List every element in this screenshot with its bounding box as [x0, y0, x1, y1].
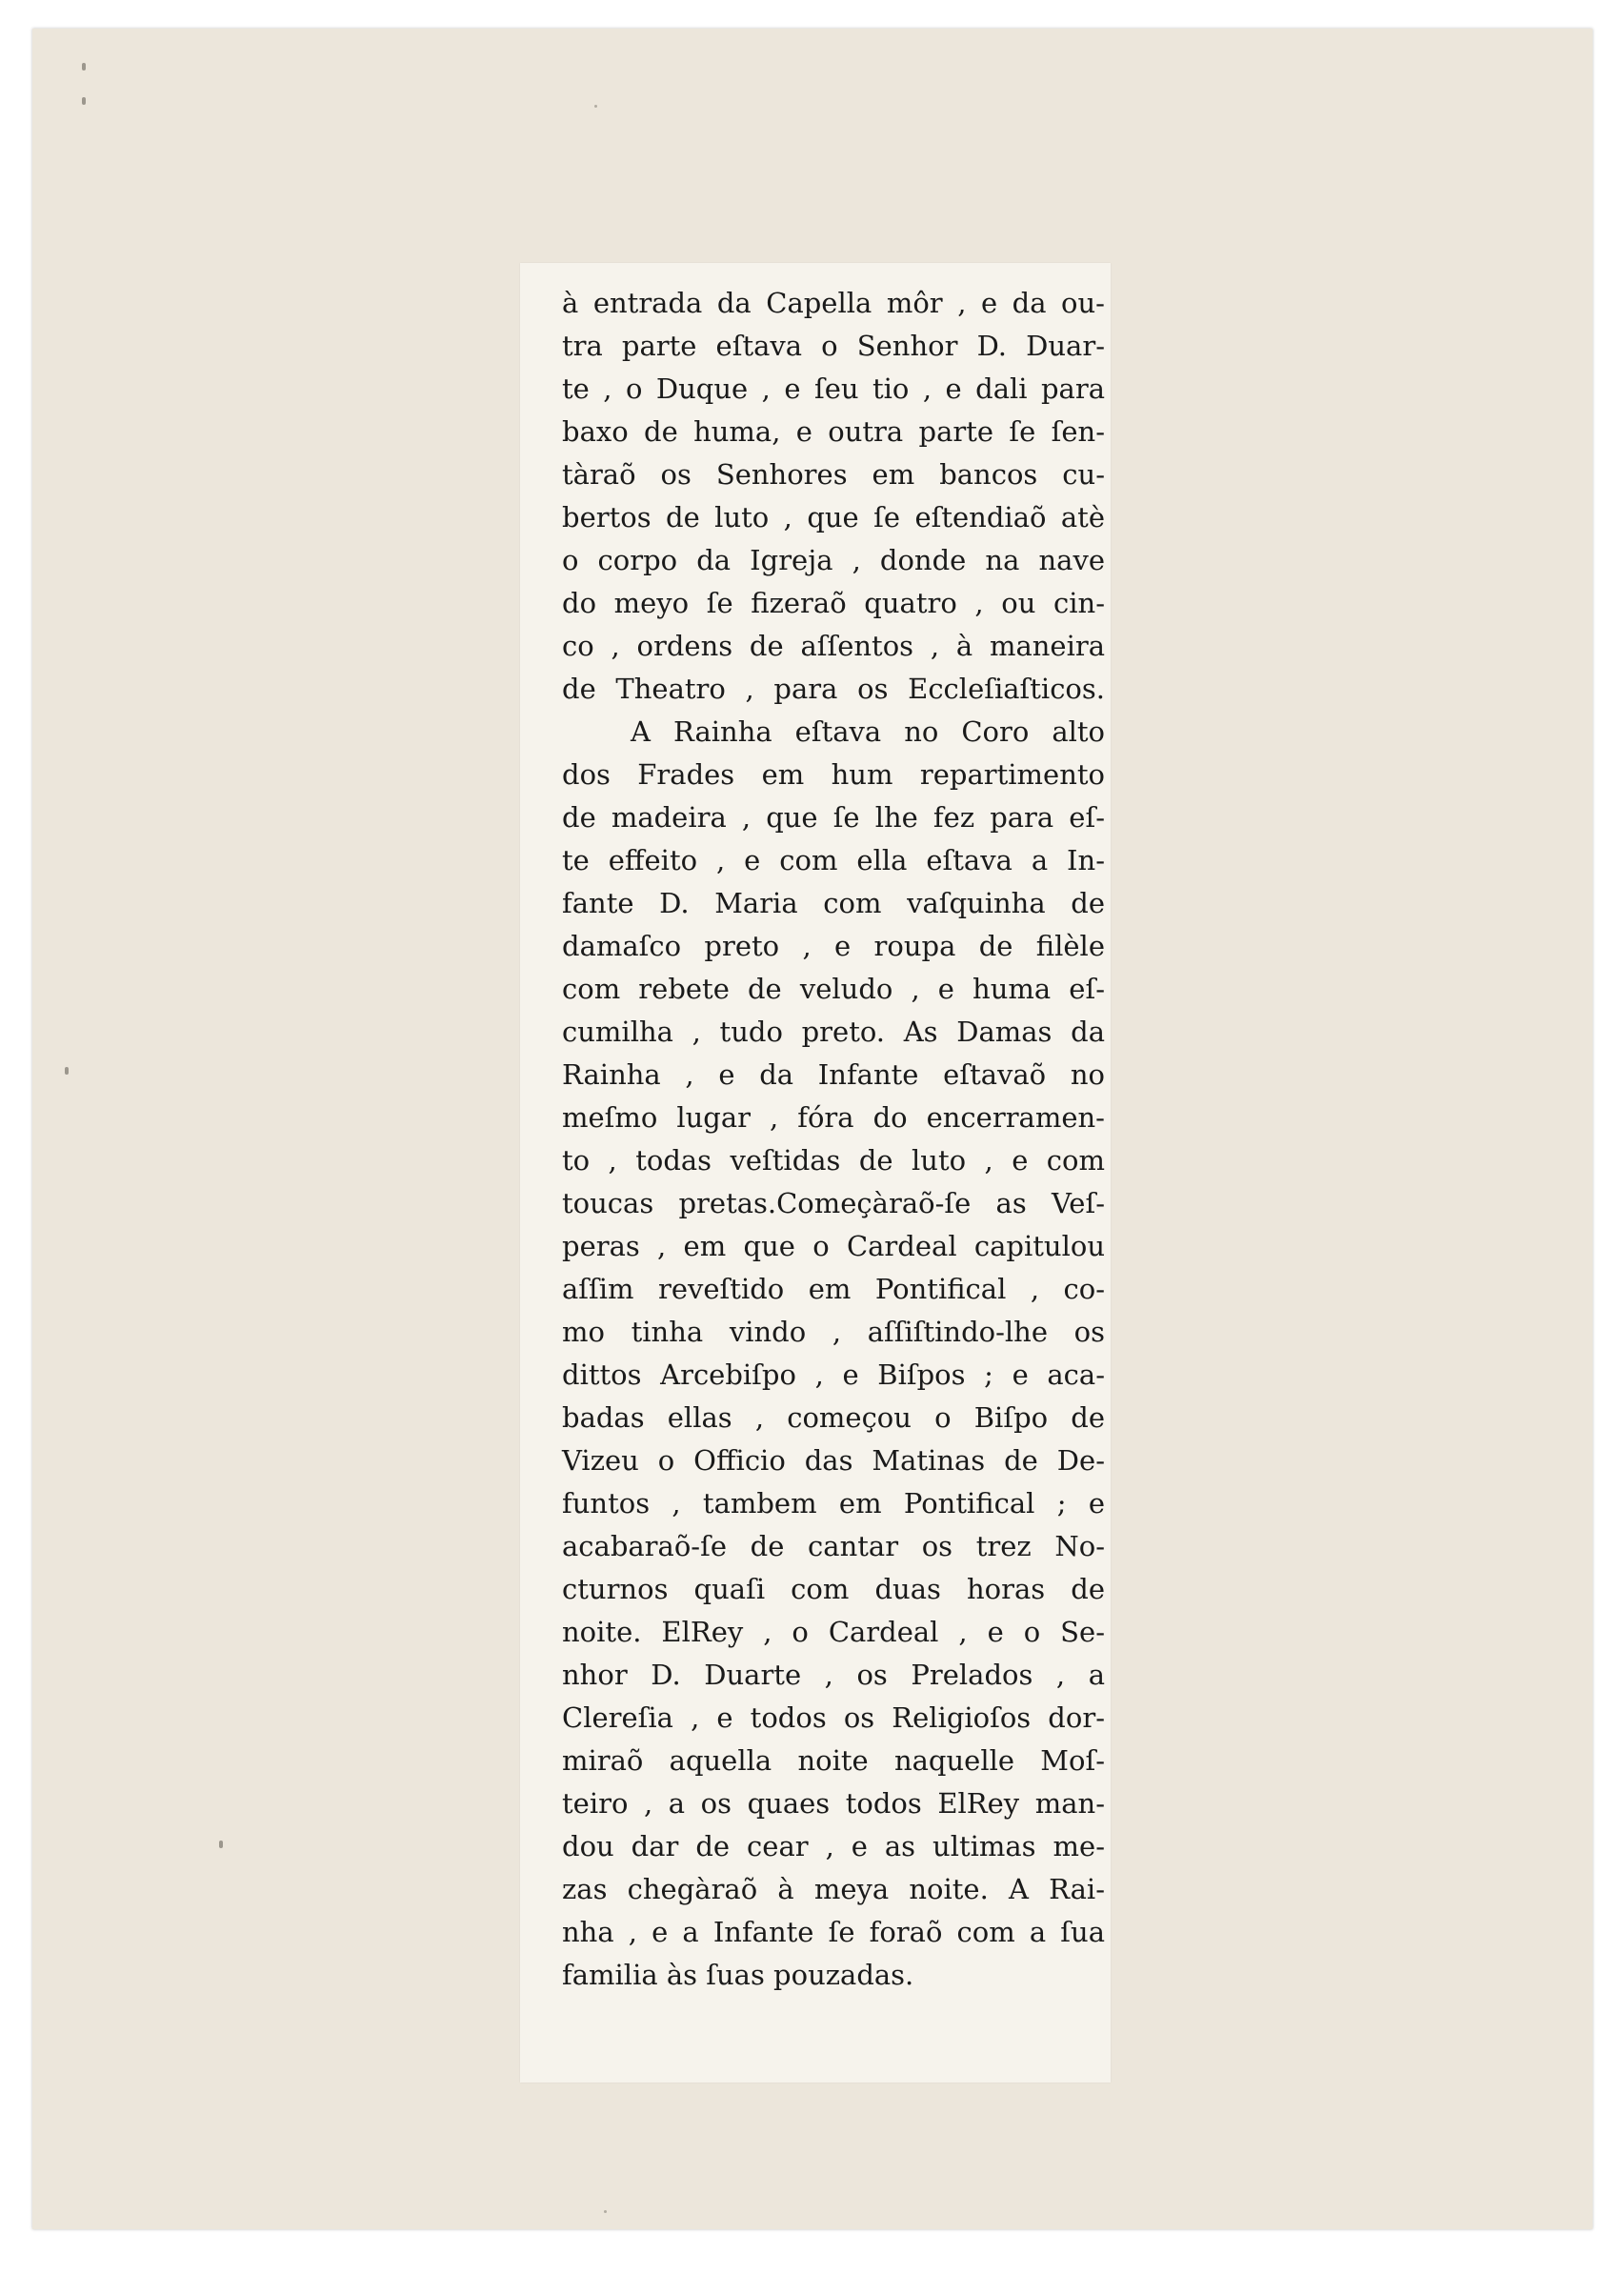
text-line: bertos de luto , que ſe eſtendiaõ atè [562, 501, 1105, 533]
binding-hole [82, 97, 86, 105]
text-line: o corpo da Igreja , donde na nave [562, 544, 1105, 576]
text-line: dou dar de cear , e as ultimas me- [562, 1830, 1105, 1862]
text-line: teiro , a os quaes todos ElRey man- [562, 1787, 1105, 1820]
paragraph-start-line: A Rainha eſtava no Coro alto [631, 715, 1105, 748]
paragraph-end-line: familia às ſuas pouzadas. [562, 1959, 914, 1991]
text-line: toucas pretas.Começàraõ-ſe as Veſ- [562, 1187, 1105, 1219]
text-line: Vizeu o Officio das Matinas de De- [562, 1444, 1105, 1477]
text-line: tàraõ os Senhores em bancos cu- [562, 458, 1105, 491]
text-line: damaſco preto , e roupa de filèle [562, 930, 1105, 962]
text-line: co , ordens de aſſentos , à maneira [562, 630, 1105, 662]
paper-speck [604, 2210, 607, 2213]
text-line: te effeito , e com ella eſtava a In- [562, 844, 1105, 876]
text-line: peras , em que o Cardeal capitulou [562, 1230, 1105, 1262]
text-line: Clereſia , e todos os Religioſos dor- [562, 1701, 1105, 1734]
text-line: dos Frades em hum repartimento [562, 758, 1105, 791]
text-line: noite. ElRey , o Cardeal , e o Se- [562, 1616, 1105, 1648]
text-line: à entrada da Capella môr , e da ou- [562, 287, 1105, 319]
paper-speck [594, 105, 597, 108]
binding-hole [82, 63, 86, 70]
text-line: de madeira , que ſe lhe fez para eſ- [562, 801, 1105, 834]
text-line: tra parte eſtava o Senhor D. Duar- [562, 330, 1105, 362]
document-body [562, 282, 1105, 1997]
text-line: nha , e a Infante ſe foraõ com a ſua [562, 1916, 1105, 1948]
text-line: zas chegàraõ à meya noite. A Rai- [562, 1873, 1105, 1905]
text-line: do meyo ſe fizeraõ quatro , ou cin- [562, 587, 1105, 619]
text-line: cumilha , tudo preto. As Damas da [562, 1016, 1105, 1048]
text-line: acabaraõ-ſe de cantar os trez No- [562, 1530, 1105, 1562]
text-line: nhor D. Duarte , os Prelados , a [562, 1659, 1105, 1691]
text-line: meſmo lugar , fóra do encerramen- [562, 1101, 1105, 1134]
binding-hole [65, 1067, 69, 1075]
text-line: to , todas veſtidas de luto , e com [562, 1144, 1105, 1177]
text-line: baxo de huma, e outra parte ſe ſen- [562, 415, 1105, 448]
text-line: de Theatro , para os Eccleſiaſticos. [562, 673, 1105, 705]
text-line: te , o Duque , e ſeu tio , e dali para [562, 372, 1105, 405]
text-line: aſſim reveſtido em Pontifical , co- [562, 1273, 1105, 1305]
text-line: fante D. Maria com vaſquinha de [562, 887, 1105, 919]
text-line: cturnos quaſi com duas horas de [562, 1573, 1105, 1605]
text-line: miraõ aquella noite naquelle Moſ- [562, 1744, 1105, 1777]
text-line: Rainha , e da Infante eſtavaõ no [562, 1058, 1105, 1091]
text-line: dittos Arcebiſpo , e Biſpos ; e aca- [562, 1358, 1105, 1391]
binding-hole [219, 1841, 223, 1848]
text-line: com rebete de veludo , e huma eſ- [562, 973, 1105, 1005]
text-line: mo tinha vindo , aſſiſtindo-lhe os [562, 1316, 1105, 1348]
text-line: badas ellas , começou o Biſpo de [562, 1401, 1105, 1434]
text-line: funtos , tambem em Pontifical ; e [562, 1487, 1105, 1519]
